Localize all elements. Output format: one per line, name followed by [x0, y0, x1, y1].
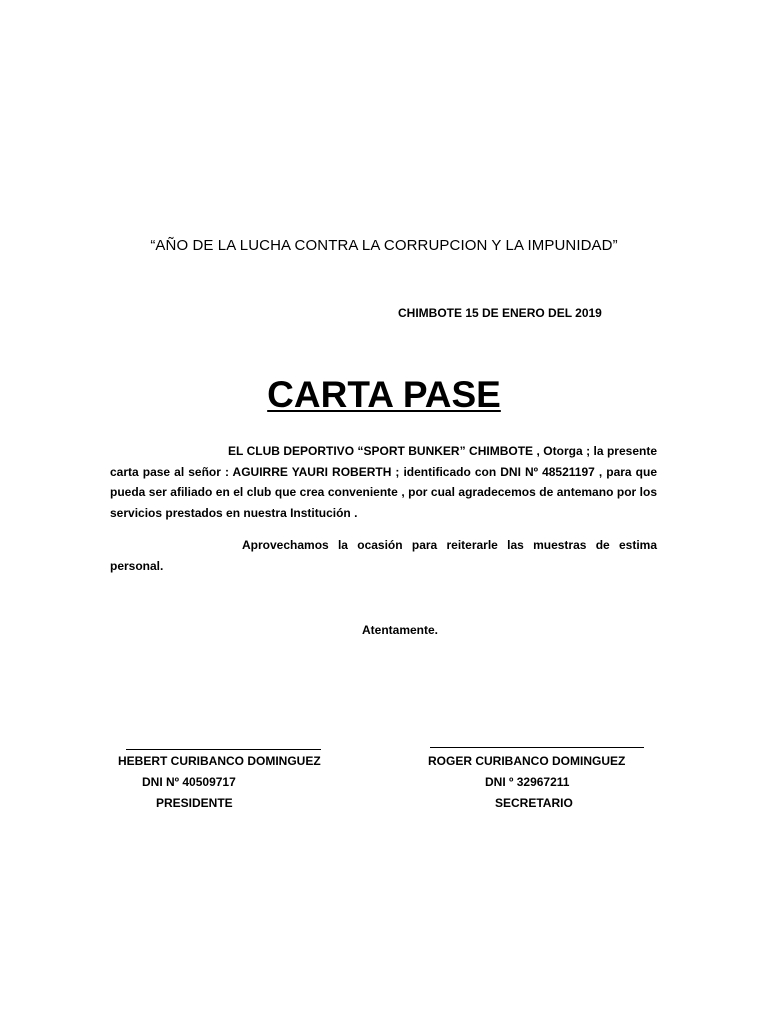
signatory-name: ROGER CURIBANCO DOMINGUEZ — [428, 754, 626, 768]
signature-block-president — [118, 751, 321, 814]
document-title: CARTA PASE — [267, 374, 501, 415]
body-paragraph-2: Aprovechamos la ocasión para reiterarle las muestras de estima personal. — [110, 538, 657, 573]
year-motto: “AÑO DE LA LUCHA CONTRA LA CORRUPCION Y LA IMPUNIDAD” — [150, 237, 618, 254]
signatory-role: PRESIDENTE — [156, 796, 233, 810]
signatory-dni: DNI Nº 40509717 — [142, 775, 236, 789]
signature-block-secretary — [428, 751, 625, 814]
signatory-dni: DNI º 32967211 — [485, 775, 570, 789]
letter-date: CHIMBOTE 15 DE ENERO DEL 2019 — [398, 306, 602, 320]
signature-line-secretary — [430, 747, 644, 748]
signature-line-president — [126, 749, 321, 750]
body-paragraph-1: EL CLUB DEPORTIVO “SPORT BUNKER” CHIMBOTE , Otorga ; la presente carta pase al señor : AGUIRRE YAURI ROBERTH ; identificado con DNI Nº 48521197 , para que pueda ser afiliado en el club que crea conveniente , por cual agradecemos de antemano por los servicios prestados en nuestra Institución . — [110, 444, 657, 520]
closing-salutation: Atentamente. — [362, 623, 439, 637]
signatory-name: HEBERT CURIBANCO DOMINGUEZ — [118, 754, 321, 768]
signatory-role: SECRETARIO — [495, 796, 573, 810]
